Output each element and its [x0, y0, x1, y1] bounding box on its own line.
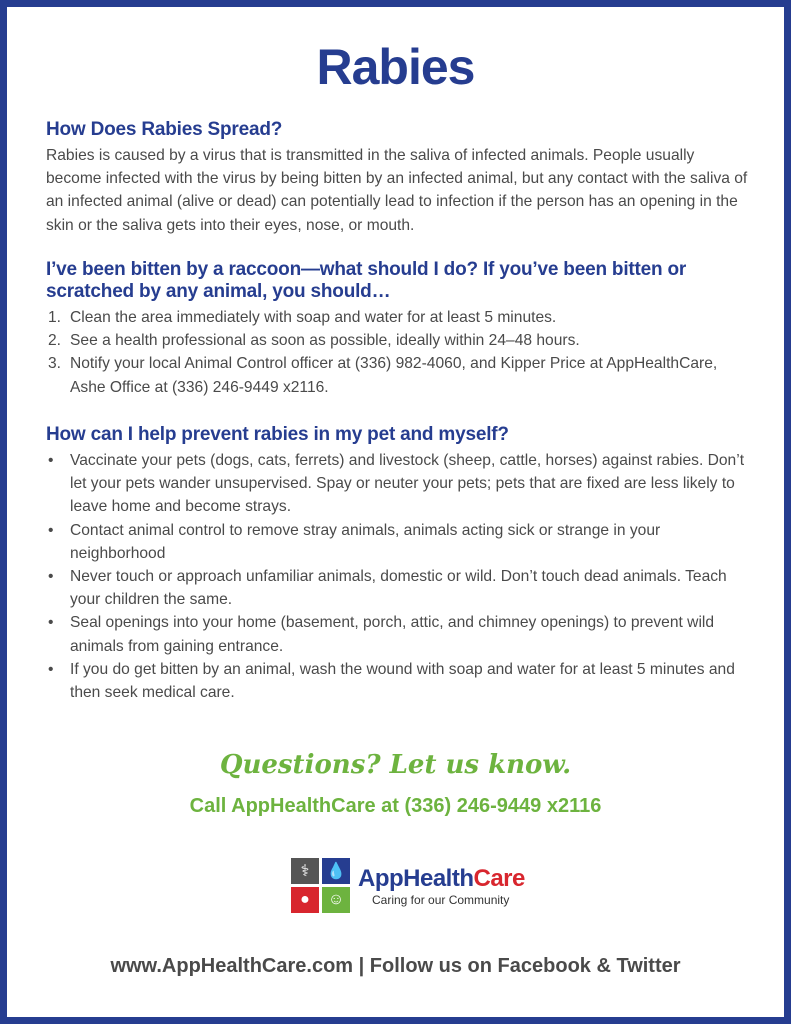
- list-item: [46, 352, 751, 398]
- section-heading: How Does Rabies Spread?: [46, 119, 283, 140]
- bullet: •: [48, 521, 54, 539]
- apple-icon: ●: [291, 887, 319, 913]
- item-text: Clean the area immediately with soap and water for at least 5 minutes.: [70, 309, 557, 326]
- bullet: •: [48, 452, 54, 469]
- section-body: Rabies is caused by a virus that is transmitted in the saliva of infected animals. People usually become infected with the virus by being bitten by an infected animal, but any contact with the saliva of an infected animal (alive or dead) can potentially lead to infection if the person has an opening in the skin or the saliva gets into their eyes, nose, or mouth.: [46, 147, 748, 234]
- section-bitten: [46, 259, 751, 399]
- apphealthcare-logo: [291, 858, 525, 913]
- list-item: [46, 329, 751, 352]
- list-item: [46, 658, 751, 704]
- bullet: •: [48, 568, 54, 586]
- section-spread: [46, 119, 751, 237]
- brand-part-care: Care: [473, 864, 525, 892]
- item-number: 3.: [48, 355, 62, 373]
- questions-tagline: Questions? Let us know.: [219, 750, 572, 780]
- list-item: [46, 565, 751, 611]
- item-number: 2.: [48, 332, 62, 350]
- logo-tagline: Caring for our Community: [372, 892, 510, 907]
- section-heading: I’ve been bitten by a raccoon—what should I do? If you’ve been bitten or scratched by any animal, you should…: [46, 259, 687, 302]
- item-text: If you do get bitten by an animal, wash the wound with soap and water for at least 5 minutes and then seek medical care.: [70, 660, 735, 702]
- bullet-list: [46, 449, 751, 704]
- faucet-icon: 💧: [322, 858, 350, 884]
- list-item: [46, 611, 751, 657]
- stethoscope-icon: ⚕: [291, 858, 319, 884]
- item-number: 1.: [48, 309, 62, 326]
- section-heading: How can I help prevent rabies in my pet and myself?: [46, 424, 509, 445]
- list-item: [46, 449, 751, 519]
- bullet: •: [48, 614, 54, 632]
- list-item: [46, 519, 751, 565]
- family-icon: ☺: [322, 887, 350, 913]
- bullet: •: [48, 660, 54, 678]
- logo-tiles: [291, 858, 350, 913]
- steps-list: [46, 306, 751, 399]
- page-title: Rabies: [316, 39, 475, 95]
- section-prevent: [46, 424, 751, 704]
- call-line: Call AppHealthCare at (336) 246-9449 x2116: [189, 795, 602, 817]
- logo-brand: [358, 865, 525, 893]
- footer-links: www.AppHealthCare.com | Follow us on Facebook & Twitter: [110, 955, 681, 977]
- item-text: Seal openings into your home (basement, porch, attic, and chimney openings) to prevent wild animals from gaining entrance.: [70, 614, 715, 655]
- item-text: See a health professional as soon as possible, ideally within 24–48 hours.: [70, 332, 580, 350]
- list-item: [46, 306, 751, 329]
- item-text: Never touch or approach unfamiliar animals, domestic or wild. Don’t touch dead animals. Teach your children the same.: [70, 568, 727, 609]
- item-text: Contact animal control to remove stray animals, animals acting sick or strange in your neighborhood: [70, 521, 661, 562]
- item-text: Vaccinate your pets (dogs, cats, ferrets) and livestock (sheep, cattle, horses) against rabies. Don’t let your pets wander unsupervised. Spay or neuter your pets; pets that are fixed are less likely to leave home and become strays.: [70, 452, 745, 516]
- brand-part: AppHealth: [358, 864, 474, 892]
- item-text: Notify your local Animal Control officer at (336) 982-4060, and Kipper Price at AppHealthCare, Ashe Office at (336) 246-9449 x2116.: [70, 355, 718, 396]
